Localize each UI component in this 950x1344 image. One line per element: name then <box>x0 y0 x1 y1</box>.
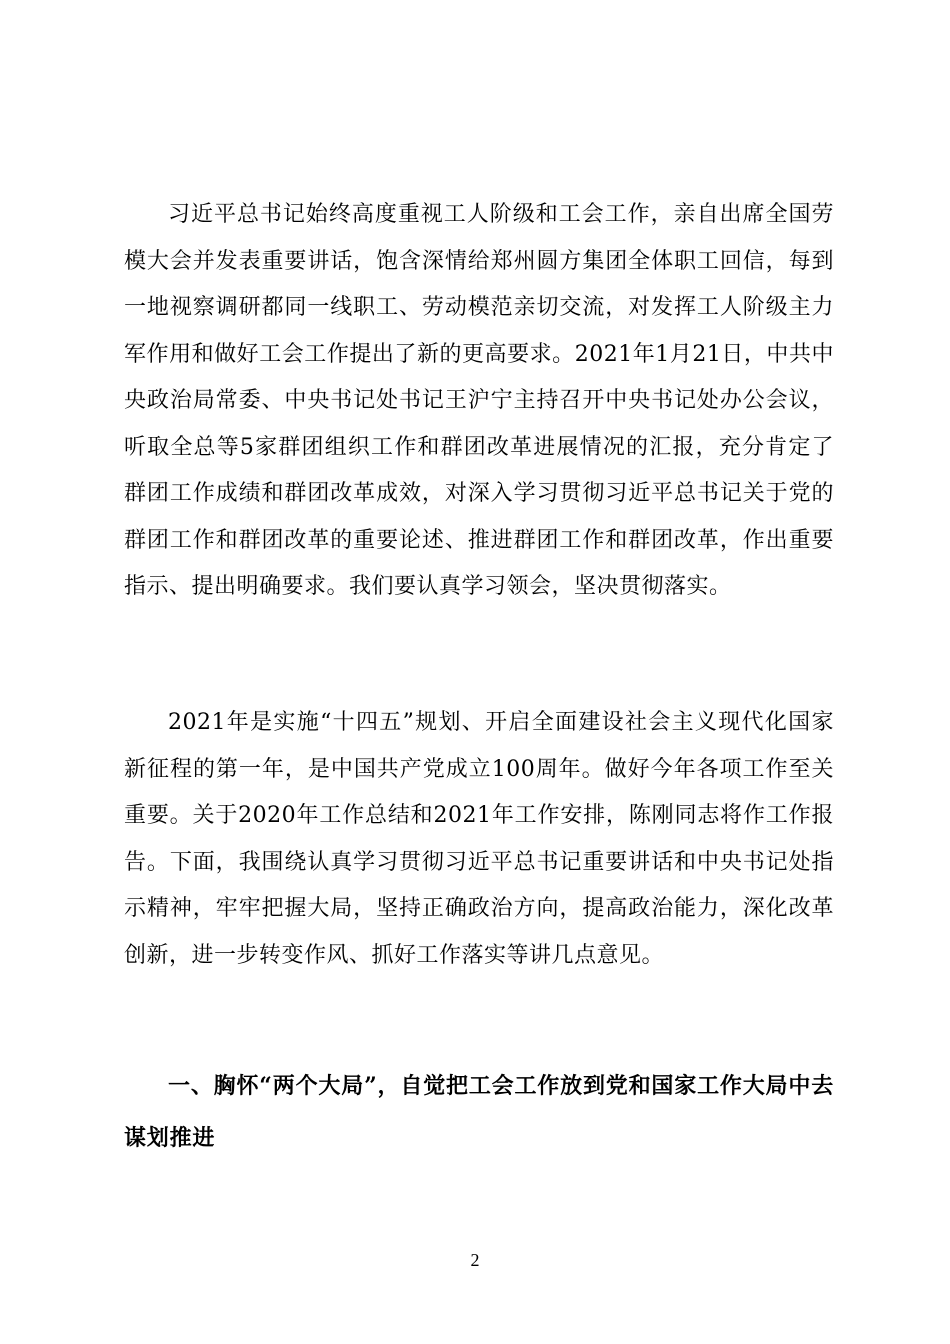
body-paragraph-1: 习近平总书记始终高度重视工人阶级和工会工作，亲自出席全国劳模大会并发表重要讲话，饱含深情给郑州圆方集团全体职工回信，每到一地视察调研都同一线职工、劳动模范亲切交流，对发挥工人阶级主力军作用和做好工会工作提出了新的更高要求。2021年1月21日，中共中央政治局常委、中央书记处书记王沪宁主持召开中央书记处办公会议，听取全总等5家群团组织工作和群团改革进展情况的汇报，充分肯定了群团工作成绩和群团改革成效，对深入学习贯彻习近平总书记关于党的群团工作和群团改革的重要论述、推进群团工作和群团改革，作出重要指示、提出明确要求。我们要认真学习领会，坚决贯彻落实。 <box>124 202 834 599</box>
body-paragraph-2: 2021年是实施“十四五”规划、开启全面建设社会主义现代化国家新征程的第一年，是中国共产党成立100周年。做好今年各项工作至关重要。关于2020年工作总结和2021年工作安排，陈刚同志将作工作报告。下面，我围绕认真学习贯彻习近平总书记重要讲话和中央书记处指示精神，牢牢把握大局，坚持正确政治方向，提高政治能力，深化改革创新，进一步转变作风、抓好工作落实等讲几点意见。 <box>124 710 834 968</box>
page-number: 2 <box>470 1250 480 1270</box>
section-heading: 一、胸怀“两个大局”，自觉把工会工作放到党和国家工作大局中去谋划推进 <box>124 1073 834 1151</box>
